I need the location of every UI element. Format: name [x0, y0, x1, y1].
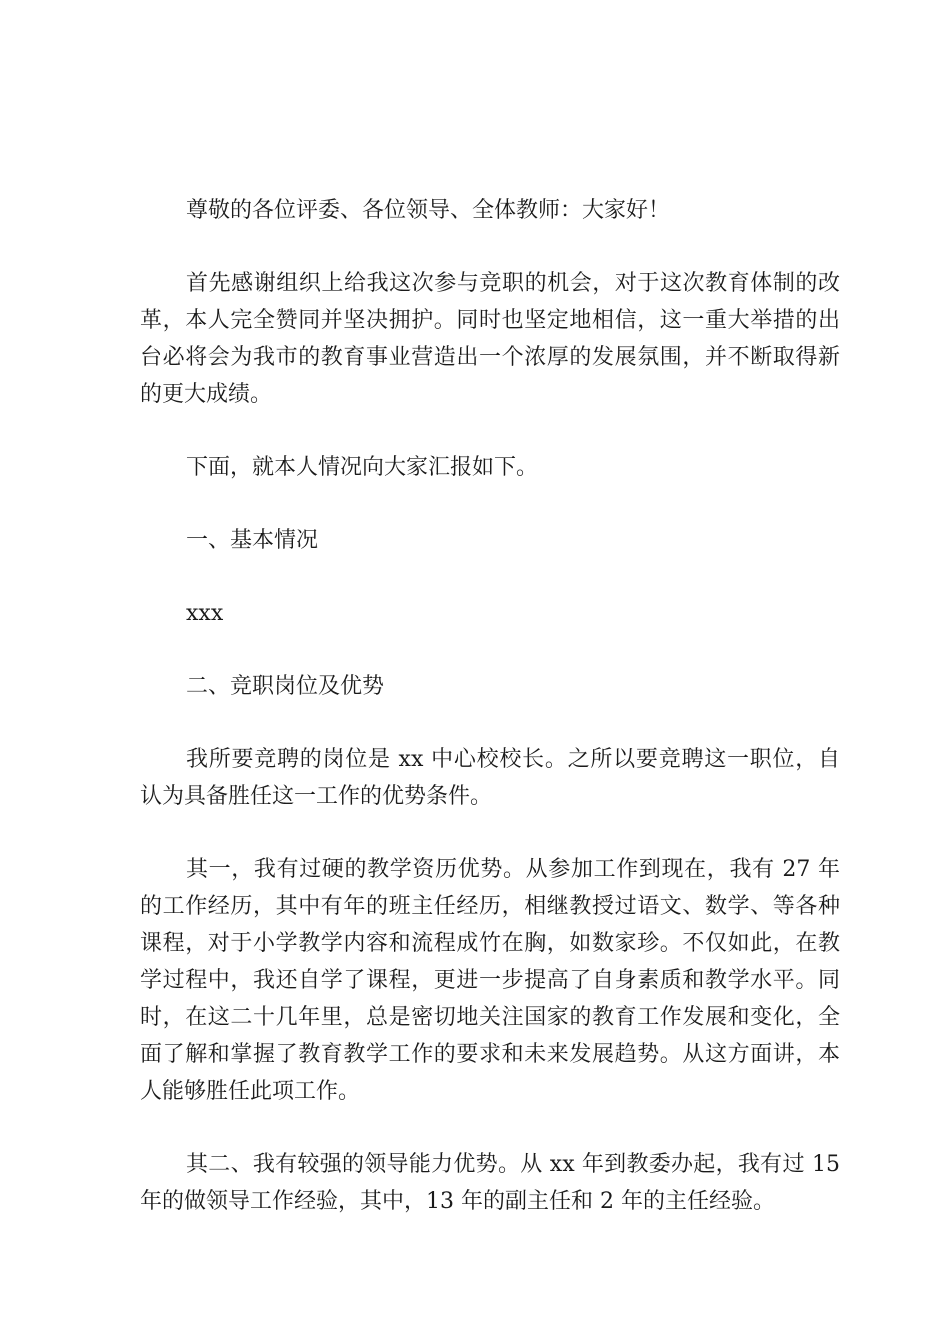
report-intro-paragraph: 下面，就本人情况向大家汇报如下。: [186, 455, 539, 480]
advantage-one-paragraph: 其一，我有过硬的教学资历优势。从参加工作到现在，我有 27 年的工作经历，其中有年的班主任经历，相继教授过语文、数学、等各种课程，对于小学教学内容和流程成竹在胸，如数家珍。不仅如此，在教学过程中，我还自学了课程，更进一步提高了自身素质和教学水平。同时，在这二十几年里，总是密切地关注国家的教育工作发展和变化，全面了解和掌握了教育教学工作的要求和未来发展趋势。从这方面讲，本人能够胜任此项工作。: [140, 857, 840, 1104]
basic-info-placeholder: xxx: [186, 601, 224, 626]
section-heading-position-advantages: 二、竞职岗位及优势: [186, 674, 385, 699]
salutation-paragraph: 尊敬的各位评委、各位领导、全体教师：大家好！: [186, 198, 671, 223]
position-paragraph: 我所要竞聘的岗位是 xx 中心校校长。之所以要竞聘这一职位，自认为具备胜任这一工作的优势条件。: [140, 747, 840, 809]
thanks-paragraph: 首先感谢组织上给我这次参与竞职的机会，对于这次教育体制的改革，本人完全赞同并坚决拥护。同时也坚定地相信，这一重大举措的出台必将会为我市的教育事业营造出一个浓厚的发展氛围，并不断取得新的更大成绩。: [140, 271, 840, 407]
section-heading-basic-info: 一、基本情况: [186, 528, 319, 553]
advantage-two-paragraph: 其二、我有较强的领导能力优势。从 xx 年到教委办起，我有过 15 年的做领导工作经验，其中，13 年的副主任和 2 年的主任经验。: [140, 1152, 840, 1214]
document-body: [140, 192, 840, 1220]
